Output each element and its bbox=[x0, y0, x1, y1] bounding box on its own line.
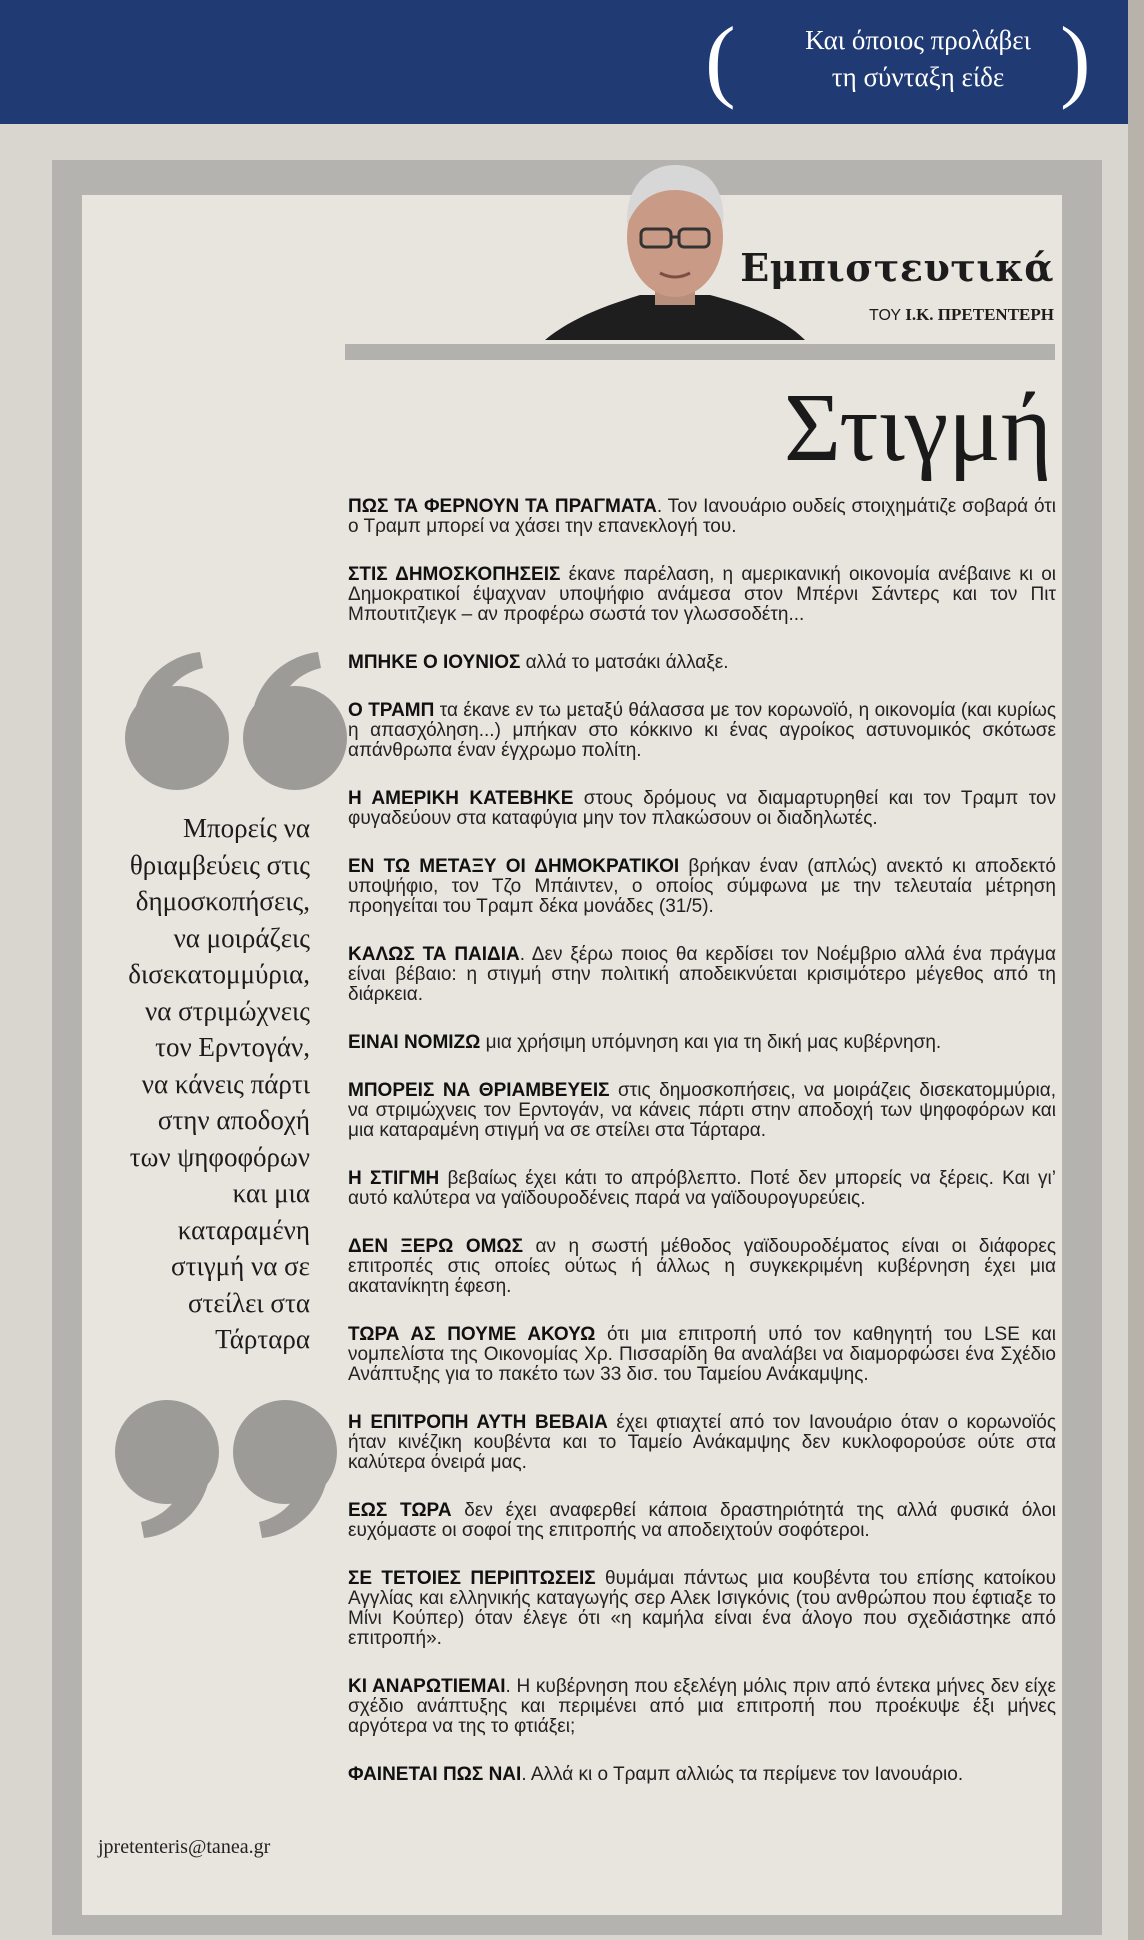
pull-quote-line: και μια bbox=[232, 1178, 310, 1208]
paragraph-lead: ΜΠΟΡΕΙΣ ΝΑ ΘΡΙΑΜΒΕΥΕΙΣ bbox=[348, 1080, 610, 1101]
paragraph-text: τα έκανε εν τω μεταξύ θάλασσα με τον κορωνοϊό, η οικονομία (και κυρίως η απασχόληση...) μπήκαν στο κόκκινο κι ένας αγροίκος αστυνομικός σκότωσε απάνθρωπα έναν έγχρωμο πολίτη. bbox=[348, 700, 1056, 761]
open-quote-icon bbox=[115, 650, 355, 790]
article-paragraph bbox=[348, 565, 1056, 625]
article-body bbox=[348, 497, 1056, 1813]
paragraph-lead: ΤΩΡΑ ΑΣ ΠΟΥΜΕ ΑΚΟΥΩ bbox=[348, 1324, 596, 1345]
pull-quote bbox=[110, 810, 310, 1358]
article-paragraph bbox=[348, 789, 1056, 829]
article-paragraph bbox=[348, 653, 1056, 673]
paragraph-text: βρήκαν έναν (απλώς) ανεκτό κι αποδεκτό υποψήφιο, τον Τζο Μπάιντεν, ο οποίος σύμφωνα με την τελευταία μέτρηση προηγείται του Τραμπ δέκα μονάδες (31/5). bbox=[348, 856, 1056, 917]
headline: Στιγμή bbox=[783, 374, 1052, 482]
paragraph-text: . Δεν ξέρω ποιος θα κερδίσει τον Νοέμβριο αλλά ένα πράγμα είναι βέβαιο: η στιγμή στην πολιτική αποδεικνύεται κρισιμότερο μέγεθος από τη διάρκεια. bbox=[348, 944, 1056, 1005]
article-paragraph bbox=[348, 945, 1056, 1005]
header-rule bbox=[345, 344, 1055, 360]
close-quote-icon bbox=[105, 1400, 345, 1550]
pull-quote-line: τον Ερντογάν, bbox=[155, 1032, 310, 1062]
article-paragraph bbox=[348, 1413, 1056, 1473]
pull-quote-line: να μοιράζεις bbox=[173, 922, 310, 953]
pull-quote-line: στείλει στα bbox=[187, 1287, 310, 1318]
paragraph-text: έκανε παρέλαση, η αμερικανική οικονομία ανέβαινε κι οι Δημοκρατικοί έψαχναν υποψήφιο ανάμεσα στον Μπέρνι Σάντερς και τον Πιτ Μπουτιτζιεγκ – αν προφέρω σωστά τον γλωσσοδέτη... bbox=[348, 564, 1056, 625]
article-paragraph bbox=[348, 1081, 1056, 1141]
article-paragraph bbox=[348, 1237, 1056, 1297]
pull-quote-line: δισεκατομμύρια, bbox=[128, 959, 310, 989]
paragraph-lead: ΚΙ ΑΝΑΡΩΤΙΕΜΑΙ bbox=[348, 1676, 506, 1697]
paragraph-text: αν η σωστή μέθοδος γαϊδουροδέματος είναι οι διάφορες επιτροπές στις οποίες ούτως ή άλλως η συγκεκριμένη κυβέρνηση έχει μια ακατανίκητη έφεση. bbox=[348, 1236, 1056, 1297]
article-paragraph bbox=[348, 497, 1056, 537]
paragraph-text: αλλά το ματσάκι άλλαξε. bbox=[520, 652, 729, 673]
article-paragraph bbox=[348, 1501, 1056, 1541]
banner-caption bbox=[768, 22, 1068, 96]
byline bbox=[869, 305, 1054, 325]
pull-quote-line: στην αποδοχή bbox=[157, 1105, 310, 1135]
pull-quote-line: Τάρταρα bbox=[215, 1324, 310, 1354]
paragraph-lead: Η ΣΤΙΓΜΗ bbox=[348, 1168, 440, 1189]
column-name: Εμπιστευτικά bbox=[740, 245, 1054, 290]
paragraph-text: μια χρήσιμη υπόμνηση και για τη δική μας κυβέρνηση. bbox=[480, 1032, 942, 1053]
paragraph-lead: ΔΕΝ ΞΕΡΩ ΟΜΩΣ bbox=[348, 1236, 524, 1257]
paragraph-text: δεν έχει αναφερθεί κάποια δραστηριότητά της αλλά φυσικά όλοι ευχόμαστε οι σοφοί της επιτροπής να αποδειχτούν σοφότεροι. bbox=[348, 1500, 1056, 1541]
paragraph-text: ότι μια επιτροπή υπό τον καθηγητή του LSE και νομπελίστα της Οικονομίας Χρ. Πισσαρίδη θα αναλάβει να διαμορφώσει ένα Σχέδιο Ανάπτυξης για το πακέτο των 33 δισ. του Ταμείου Ανάκαμψης. bbox=[348, 1324, 1056, 1385]
author-email: jpretenteris@tanea.gr bbox=[98, 1836, 271, 1858]
paragraph-lead: ΕΩΣ ΤΩΡΑ bbox=[348, 1500, 452, 1521]
pull-quote-line: των ψηφοφόρων bbox=[129, 1141, 310, 1172]
article-paragraph bbox=[348, 1677, 1056, 1737]
paragraph-text: βεβαίως έχει κάτι το απρόβλεπτο. Ποτέ δεν μπορείς να ξέρεις. Και γι’ αυτό καλύτερα να γαϊδουροδένεις παρά να γαϊδουρογυρεύεις. bbox=[348, 1168, 1056, 1209]
paragraph-text: έχει φτιαχτεί από τον Ιανουάριο όταν ο κορωνοϊός ήταν κινέζικη κουβέντα και το Ταμείο Ανάκαμψης δεν κυκλοφορούσε ούτε στα καλύτερα όνειρά μας. bbox=[348, 1412, 1056, 1473]
paragraph-lead: ΜΠΗΚΕ Ο ΙΟΥΝΙΟΣ bbox=[348, 652, 521, 673]
paragraph-lead: ΕΙΝΑΙ ΝΟΜΙΖΩ bbox=[348, 1032, 481, 1053]
paragraph-lead: Η ΑΜΕΡΙΚΗ ΚΑΤΕΒΗΚΕ bbox=[348, 788, 574, 809]
pull-quote-line: Μπορείς να bbox=[182, 813, 310, 843]
pull-quote-line: θριαμβεύεις στις bbox=[129, 849, 310, 880]
paragraph-lead: Ο ΤΡΑΜΠ bbox=[348, 700, 435, 721]
paragraph-text: στους δρόμους να διαμαρτυρηθεί και τον Τραμπ τον φυγαδεύουν στα καταφύγια μην τον πλακώσουν οι διαδηλωτές. bbox=[348, 788, 1057, 829]
pull-quote-line: δημοσκοπήσεις, bbox=[135, 886, 310, 916]
pull-quote-line: να στριμώχνεις bbox=[145, 995, 310, 1026]
article-paragraph bbox=[348, 1765, 1056, 1785]
pull-quote-line: καταραμένη bbox=[177, 1214, 310, 1245]
byline-prefix: ΤΟΥ bbox=[868, 307, 901, 324]
paragraph-text: . Αλλά κι ο Τραμπ αλλιώς τα περίμενε τον Ιανουάριο. bbox=[521, 1764, 964, 1785]
article-paragraph bbox=[348, 1033, 1056, 1053]
left-paren-icon: ( bbox=[705, 8, 736, 110]
paper-edge bbox=[1128, 0, 1144, 1940]
paragraph-lead: ΠΩΣ ΤΑ ΦΕΡΝΟΥΝ ΤΑ ΠΡΑΓΜΑΤΑ bbox=[348, 496, 657, 517]
article-paragraph bbox=[348, 1325, 1056, 1385]
byline-author: Ι.Κ. ΠΡΕΤΕΝΤΕΡΗ bbox=[905, 305, 1054, 324]
article-paragraph bbox=[348, 1169, 1056, 1209]
paragraph-lead: ΣΕ ΤΕΤΟΙΕΣ ΠΕΡΙΠΤΩΣΕΙΣ bbox=[348, 1568, 596, 1589]
right-paren-icon: ) bbox=[1060, 8, 1091, 110]
paragraph-lead: Η ΕΠΙΤΡΟΠΗ ΑΥΤΗ ΒΕΒΑΙΑ bbox=[348, 1412, 608, 1433]
paragraph-text: . Η κυβέρνηση που εξελέγη μόλις πριν από έντεκα μήνες δεν είχε σχέδιο ανάπτυξης και περιμένει από μια επιτροπή που προέκυψε έξι μήνες αργότερα να της το φτιάξει; bbox=[348, 1676, 1057, 1737]
paragraph-lead: ΚΑΛΩΣ ΤΑ ΠΑΙΔΙΑ bbox=[348, 944, 520, 965]
paragraph-text: θυμάμαι πάντως μια κουβέντα του επίσης κατοίκου Αγγλίας και ελληνικής καταγωγής σερ Αλεκ Ισιγκόνις (του ανθρώπου που έφτιαξε το Μίνι Κούπερ) όταν έλεγε ότι «η καμήλα είναι ένα άλογο που σχεδιάστηκε από επιτροπή». bbox=[348, 1568, 1057, 1649]
paragraph-text: στις δημοσκοπήσεις, να μοιράζεις δισεκατομμύρια, να στριμώχνεις τον Ερντογάν, να κάνεις πάρτι στην αποδοχή των ψηφοφόρων και μια καταραμένη στιγμή να σε στείλει στα Τάρταρα. bbox=[348, 1080, 1056, 1141]
banner-line-2: τη σύνταξη είδε bbox=[831, 62, 1005, 92]
pull-quote-line: στιγμή να σε bbox=[171, 1251, 310, 1281]
pull-quote-line: να κάνεις πάρτι bbox=[141, 1068, 310, 1099]
section-banner bbox=[0, 0, 1128, 124]
paragraph-lead: ΦΑΙΝΕΤΑΙ ΠΩΣ ΝΑΙ bbox=[348, 1764, 522, 1785]
paragraph-lead: ΣΤΙΣ ΔΗΜΟΣΚΟΠΗΣΕΙΣ bbox=[348, 564, 561, 585]
article-paragraph bbox=[348, 701, 1056, 761]
paragraph-text: . Τον Ιανουάριο ουδείς στοιχημάτιζε σοβαρά ότι ο Τραμπ μπορεί να χάσει την επανεκλογή του. bbox=[348, 496, 1056, 537]
article-paragraph bbox=[348, 857, 1056, 917]
paragraph-lead: ΕΝ ΤΩ ΜΕΤΑΞΥ ΟΙ ΔΗΜΟΚΡΑΤΙΚΟΙ bbox=[348, 856, 680, 877]
banner-line-1: Και όποιος προλάβει bbox=[805, 25, 1031, 55]
article-paragraph bbox=[348, 1569, 1056, 1649]
